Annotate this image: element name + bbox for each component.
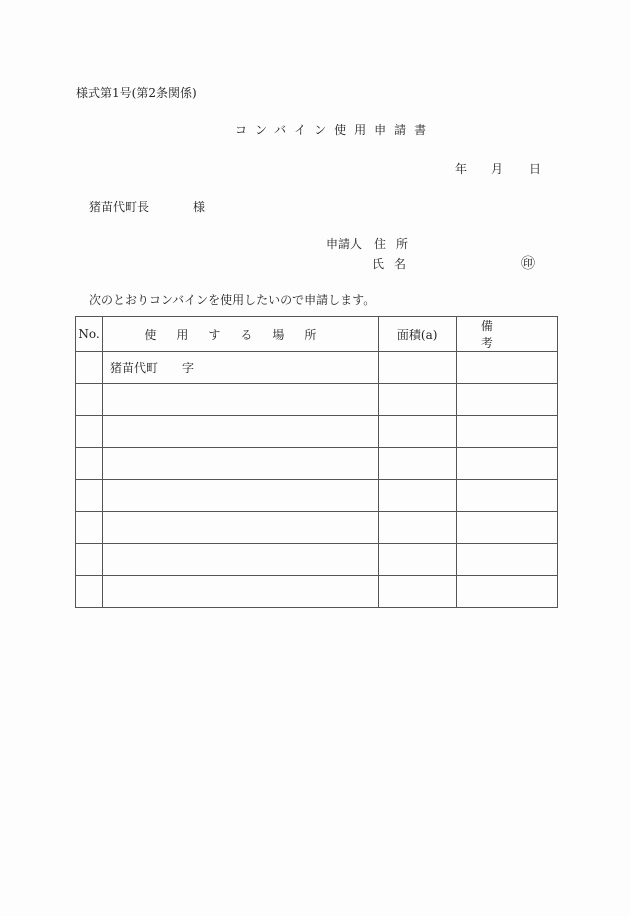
table-row — [76, 448, 558, 480]
applicant-name-label: 氏名 — [372, 257, 417, 271]
cell-remarks[interactable] — [456, 480, 557, 512]
document-title: コンバイン使用申請書 — [235, 123, 435, 137]
applicant-label: 申請人 — [326, 237, 363, 251]
addressee-honorific: 様 — [193, 200, 206, 214]
cell-remarks[interactable] — [456, 384, 557, 416]
cell-no[interactable] — [76, 352, 103, 384]
seal-icon: ㊞ — [521, 256, 535, 272]
cell-no[interactable] — [76, 512, 103, 544]
header-place: 使用する場所 — [103, 317, 379, 352]
addressee — [89, 198, 205, 215]
cell-area[interactable] — [378, 448, 456, 480]
date-year-label: 年 — [455, 162, 468, 176]
cell-area[interactable] — [378, 480, 456, 512]
cell-place[interactable]: 猪苗代町 字 — [103, 352, 379, 384]
date-day-label: 日 — [529, 162, 542, 176]
cell-no[interactable] — [76, 576, 103, 608]
table-row — [76, 576, 558, 608]
applicant-address-row — [326, 235, 418, 252]
cell-place[interactable] — [103, 416, 379, 448]
cell-place[interactable] — [103, 480, 379, 512]
addressee-name: 猪苗代町長 — [89, 200, 150, 214]
cell-no[interactable] — [76, 480, 103, 512]
cell-remarks[interactable] — [456, 576, 557, 608]
cell-place[interactable] — [103, 576, 379, 608]
cell-no[interactable] — [76, 416, 103, 448]
table-header-row — [76, 317, 558, 352]
cell-area[interactable] — [378, 544, 456, 576]
date-row — [455, 160, 541, 177]
form-number: 様式第1号(第2条関係) — [76, 86, 197, 100]
table-row — [76, 480, 558, 512]
date-month-label: 月 — [491, 162, 504, 176]
table-row — [76, 352, 558, 384]
cell-remarks[interactable] — [456, 512, 557, 544]
table-row — [76, 512, 558, 544]
cell-place[interactable] — [103, 512, 379, 544]
cell-place[interactable] — [103, 384, 379, 416]
cell-no[interactable] — [76, 384, 103, 416]
header-no: No. — [76, 317, 103, 352]
table-row — [76, 416, 558, 448]
cell-remarks[interactable] — [456, 544, 557, 576]
cell-remarks[interactable] — [456, 416, 557, 448]
table-row — [76, 544, 558, 576]
table-row — [76, 384, 558, 416]
cell-remarks[interactable] — [456, 352, 557, 384]
intro-text: 次のとおりコンバインを使用したいので申請します。 — [89, 293, 376, 307]
cell-no[interactable] — [76, 448, 103, 480]
cell-remarks[interactable] — [456, 448, 557, 480]
cell-place[interactable] — [103, 544, 379, 576]
header-remarks: 備考 — [456, 317, 557, 352]
cell-no[interactable] — [76, 544, 103, 576]
cell-area[interactable] — [378, 576, 456, 608]
cell-place[interactable] — [103, 448, 379, 480]
address-label: 住所 — [374, 237, 419, 251]
cell-area[interactable] — [378, 416, 456, 448]
cell-area[interactable] — [378, 352, 456, 384]
usage-table — [75, 316, 558, 608]
header-area: 面積(a) — [378, 317, 456, 352]
cell-area[interactable] — [378, 384, 456, 416]
cell-area[interactable] — [378, 512, 456, 544]
